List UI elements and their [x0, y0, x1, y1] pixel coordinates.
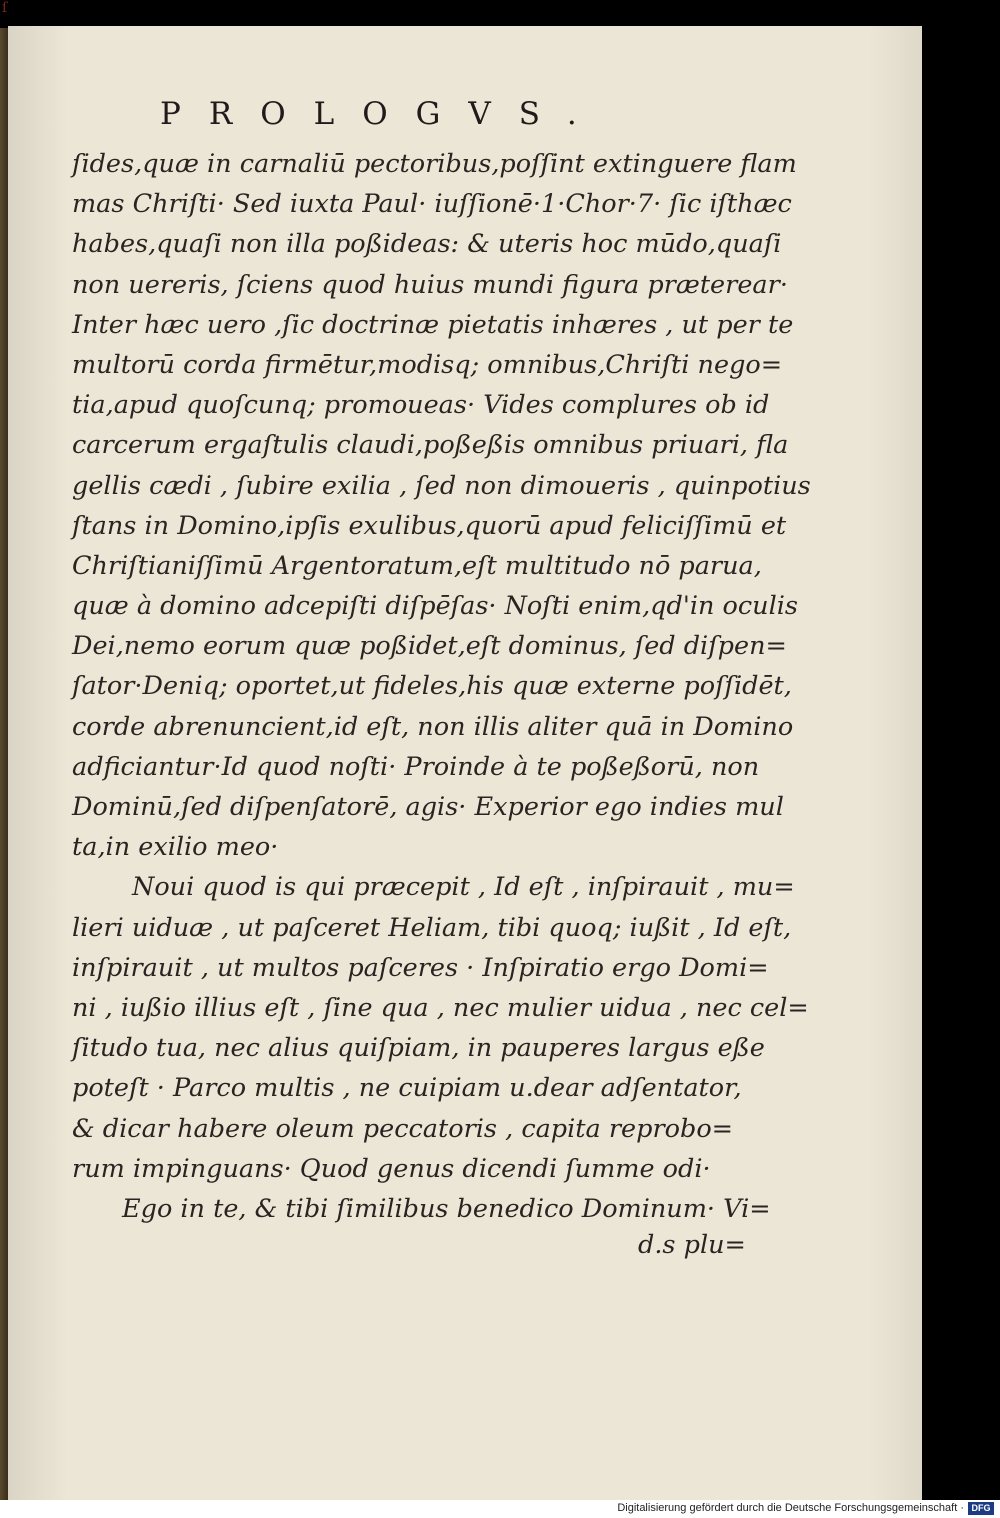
text-line: mas Chriſti· Sed iuxta Paul· iuſſionē·1·Chor·7· ſic iſthæc [72, 189, 792, 220]
text-line: & dicar habere oleum peccatoris , capita reprobo= [72, 1113, 734, 1144]
dfg-logo-icon: DFG [968, 1502, 994, 1515]
text-line: Noui quod is qui præcepit , Id eſt , inſpirauit , mu= [132, 872, 795, 903]
text-line: Inter hæc uero ,ſic doctrinæ pietatis inhæres , ut per te [72, 309, 794, 340]
text-line: ſides,quæ in carnaliū pectoribus,poſſint extinguere flam [72, 149, 797, 179]
text-line: habes,quaſi non illa poßideas: & uteris hoc mūdo,quaſi [72, 229, 782, 260]
book-page [8, 26, 922, 1500]
text-line: ſtans in Domino,ipſis exulibus,quorū apud feliciſſimū et [72, 510, 787, 541]
text-line: ta,in exilio meo· [72, 832, 279, 863]
text-line: Chriſtianiſſimū Argentoratum,eſt multitudo nō parua, [72, 550, 762, 581]
text-line: rum impinguans· Quod genus dicendi ſumme odi· [72, 1153, 711, 1184]
text-line: ni , iußio illius eſt , ſine qua , nec mulier uidua , nec cel= [72, 992, 809, 1023]
running-title: PROLOGVS. [160, 96, 605, 132]
text-line: ſator·Deniq; oportet,ut fideles,his quæ externe poſſidēt, [72, 671, 792, 702]
text-line: carcerum ergaſtulis claudi,poßeßis omnibus priuari, fla [72, 430, 789, 461]
text-line: Dei,nemo eorum quæ poßidet,eſt dominus, ſed diſpen= [72, 631, 787, 662]
footer-bar [0, 1500, 1000, 1518]
text-line: adficiantur·Id quod noſti· Proinde à te poßeßorū, non [72, 751, 760, 782]
text-line: quæ à domino adcepiſti diſpēſas· Noſti enim,qd'in oculis [72, 591, 798, 622]
text-line: gellis cædi , ſubire exilia , ſed non dimoueris , quinpotius [72, 470, 811, 501]
corner-mark: ſ [2, 0, 8, 16]
text-line: non uereris, ſciens quod huius mundi figura præterear· [72, 269, 788, 300]
catchword: d.s plu= [638, 1230, 746, 1260]
text-line: multorū corda firmētur,modisq; omnibus,Chriſti nego= [72, 349, 783, 380]
text-line: ſitudo tua, nec alius quiſpiam, in pauperes largus eße [72, 1033, 765, 1064]
text-line: lieri uiduæ , ut paſceret Heliam, tibi quoq; iußit , Id eſt, [72, 912, 792, 943]
footer-credit: Digitalisierung gefördert durch die Deutsche Forschungsgemeinschaft · [617, 1502, 964, 1514]
main-text [72, 144, 811, 1229]
text-line: Dominū,ſed diſpenſatorē, agis· Experior ego indies mul [72, 792, 784, 822]
text-line: inſpirauit , ut multos paſceres · Inſpiratio ergo Domi= [72, 952, 769, 983]
previous-page-edge [0, 28, 8, 1500]
text-line: tia,apud quoſcunq; promoueas· Vides complures ob id [72, 390, 770, 421]
text-line: corde abrenuncient,id eſt, non illis aliter quā in Domino [72, 711, 794, 742]
text-line: poteſt · Parco multis , ne cuipiam u.dear adſentator, [72, 1073, 742, 1104]
text-line: Ego in te, & tibi ſimilibus benedico Dominum· Vi= [122, 1193, 771, 1224]
